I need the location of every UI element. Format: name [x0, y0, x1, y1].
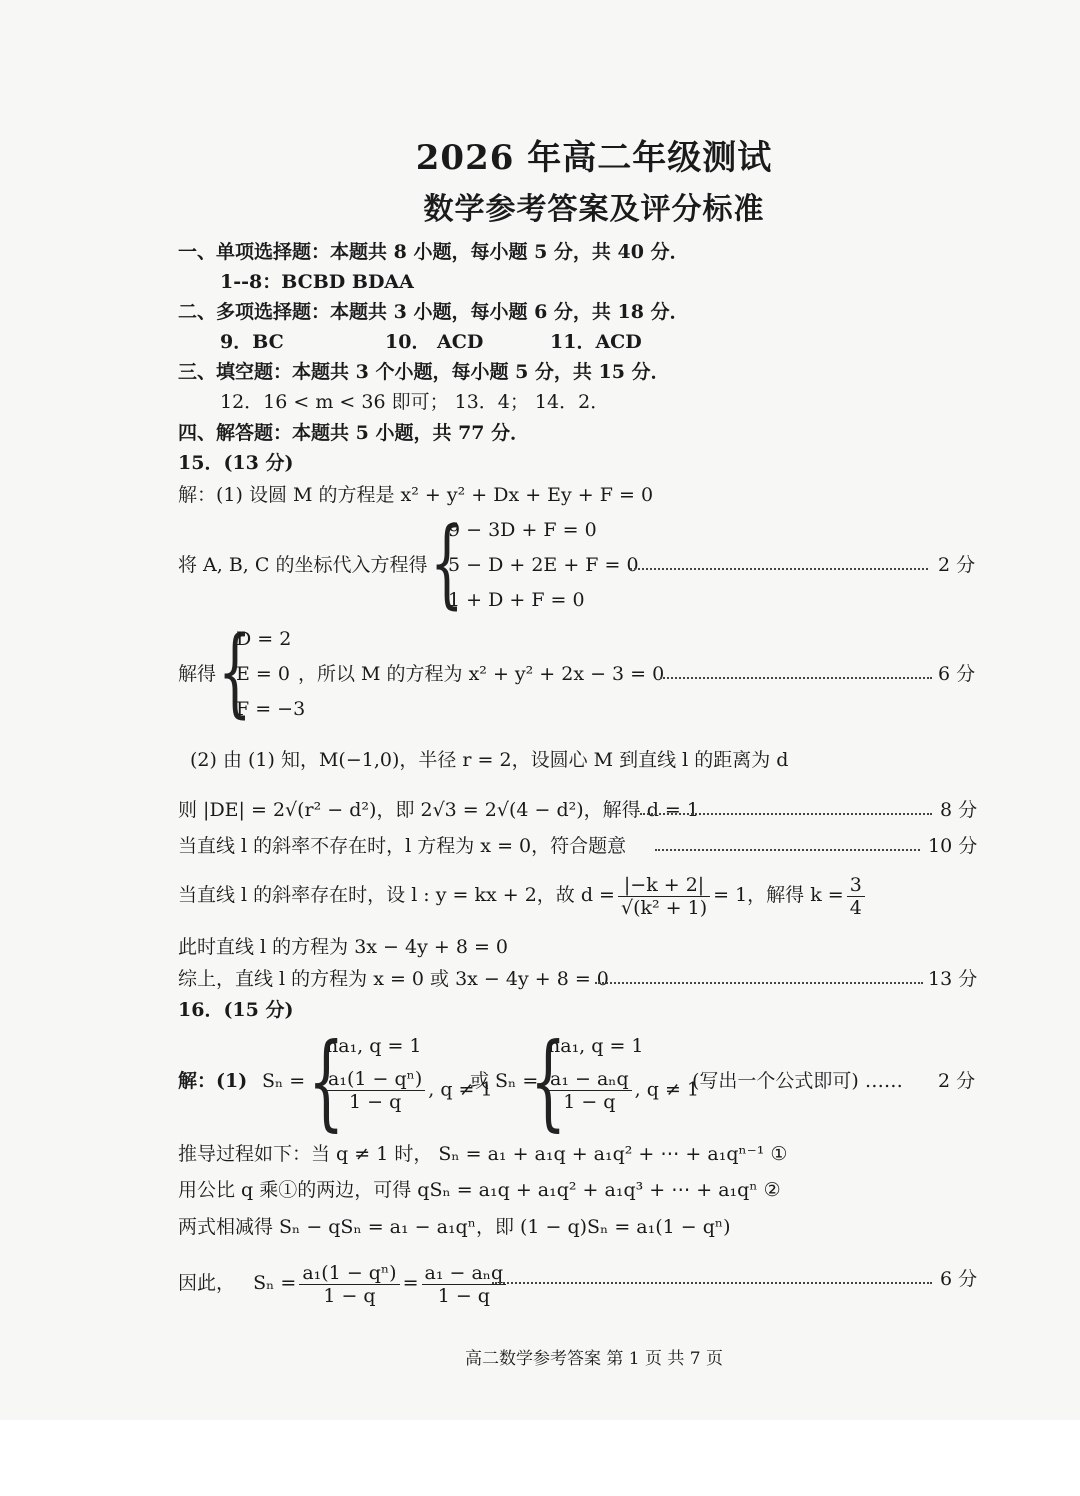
q15-system-brace: { — [430, 507, 464, 619]
dot-leader — [492, 1282, 932, 1284]
q16-final-numerator-2: a₁ − aₙq — [422, 1262, 507, 1285]
page-title: 2026 年高二年级测试 — [415, 138, 773, 178]
q15-score-6: 6 分 — [938, 663, 976, 685]
q16-alt-label: 或 Sₙ = — [470, 1070, 539, 1092]
q16-final-numerator-1: a₁(1 − qⁿ) — [299, 1262, 399, 1285]
q16-note: (写出一个公式即可) …… — [692, 1070, 903, 1092]
q15-distance-denominator: √(k² + 1) — [620, 896, 708, 919]
q15-k-denominator: 4 — [849, 896, 862, 919]
q16-final-denominator-1: 1 − q — [323, 1284, 376, 1307]
part2-heading: 二、多项选择题：本题共 3 小题，每小题 6 分，共 18 分． — [178, 301, 689, 323]
q15-k-fraction — [847, 874, 865, 919]
q15-score-13: 13 分 — [928, 968, 978, 990]
part2-q11: 11．ACD — [550, 331, 642, 353]
part2-q10: 10． ACD — [385, 331, 484, 353]
q16-case2-condition: , q ≠ 1 — [428, 1078, 493, 1101]
q15-chord-length: 则 |DE| = 2√(r² − d²)，即 2√3 = 2√(4 − d²)，解得 d = 1 — [178, 799, 699, 821]
q16-alt-case2-fraction — [547, 1068, 632, 1113]
q16-case2-numerator: a₁(1 − qⁿ) — [325, 1068, 425, 1091]
q15-system-eq3: 1 + D + F = 0 — [448, 589, 585, 611]
q16-alt-case2 — [544, 1068, 699, 1113]
q16-score-2: 2 分 — [938, 1070, 976, 1092]
q15-part2-intro: (2) 由 (1) 知，M(−1,0)，半径 r = 2，设圆心 M 到直线 l 的距离为 d — [190, 749, 789, 771]
q16-final-fraction-2 — [422, 1262, 507, 1307]
q16-final-fraction-1 — [299, 1262, 399, 1307]
q15-distance-numerator: |−k + 2| — [618, 874, 710, 897]
dot-leader — [630, 568, 928, 570]
q15-k-numerator: 3 — [847, 874, 865, 897]
part1-heading: 一、单项选择题：本题共 8 小题，每小题 5 分，共 40 分． — [178, 241, 689, 263]
part1-answers: 1--8：BCBD BDAA — [220, 271, 414, 293]
q15-solution-brace: { — [218, 616, 252, 728]
q15-circle-equation: ，所以 M 的方程为 x² + y² + 2x − 3 = 0 — [298, 663, 665, 685]
q15-slope-prefix: 当直线 l 的斜率存在时，设 l : y = kx + 2，故 d = — [178, 884, 615, 906]
q16-alt-case2-denominator: 1 − q — [563, 1091, 616, 1113]
q15-score-2: 2 分 — [938, 554, 976, 576]
q16-alt-case2-condition: , q ≠ 1 — [634, 1078, 699, 1101]
part3-answers: 12．16 < m < 36 即可； 13．4； 14．2． — [220, 391, 610, 413]
q15-no-slope-case: 当直线 l 的斜率不存在时，l 方程为 x = 0，符合题意 — [178, 835, 627, 857]
q15-line-equation: 此时直线 l 的方程为 3x − 4y + 8 = 0 — [178, 936, 508, 958]
part4-heading: 四、解答题：本题共 5 小题，共 77 分． — [178, 422, 530, 444]
q16-case2-denominator: 1 − q — [349, 1091, 402, 1113]
dot-leader — [640, 813, 932, 815]
q16-case2-fraction — [325, 1068, 425, 1113]
q16-final-equals: = — [402, 1272, 419, 1294]
q16-therefore: 因此， — [178, 1272, 236, 1294]
q16-alt-brace: { — [530, 1020, 567, 1142]
q16-final-formula — [178, 1257, 509, 1313]
part2-q9: 9．BC — [220, 331, 284, 353]
q15-sol-e: E = 0 — [236, 663, 290, 685]
q16-derivation-2: 用公比 q 乘①的两边，可得 qSₙ = a₁q + a₁q² + a₁q³ + ⋯ + a₁qⁿ ② — [178, 1179, 781, 1201]
q15-slope-case — [178, 869, 868, 925]
q16-case2 — [322, 1068, 493, 1113]
q16-alt-case1: na₁, q = 1 — [548, 1035, 644, 1057]
q15-system-eq2: 5 − D + 2E + F = 0 — [448, 554, 639, 576]
q15-summary: 综上，直线 l 的方程为 x = 0 或 3x − 4y + 8 = 0 — [178, 968, 609, 990]
q15-slope-mid: = 1，解得 k = — [713, 884, 844, 906]
bottom-margin — [0, 1420, 1080, 1496]
q15-sol-f: F = −3 — [236, 698, 306, 720]
dot-leader — [660, 677, 932, 679]
q15-sol-d: D = 2 — [236, 628, 292, 650]
q16-derivation-1: 推导过程如下：当 q ≠ 1 时， Sₙ = a₁ + a₁q + a₁q² + ⋯ + a₁qⁿ⁻¹ ① — [178, 1143, 788, 1165]
q15-system-eq1: 9 − 3D + F = 0 — [448, 519, 597, 541]
q15-substitute-label: 将 A, B, C 的坐标代入方程得 — [178, 554, 428, 576]
q15-score-10: 10 分 — [928, 835, 978, 857]
q15-solve-label: 解得 — [178, 663, 217, 685]
q16-alt-case2-numerator: a₁ − aₙq — [547, 1068, 632, 1091]
q16-score-6: 6 分 — [940, 1268, 978, 1290]
q16-sn-label: Sₙ = — [262, 1070, 306, 1092]
q16-case1: na₁, q = 1 — [326, 1035, 422, 1057]
q15-line1: 解：(1) 设圆 M 的方程是 x² + y² + Dx + Ey + F = 0 — [178, 484, 654, 506]
q15-distance-fraction — [618, 874, 710, 919]
dot-leader — [595, 982, 923, 984]
q16-final-sn: Sₙ = — [253, 1272, 297, 1294]
dot-leader — [655, 849, 920, 851]
q16-piecewise-brace: { — [308, 1020, 345, 1142]
q16-solution-label: 解：(1) — [178, 1070, 248, 1092]
page-footer: 高二数学参考答案 第 1 页 共 7 页 — [464, 1349, 724, 1369]
q15-score-8: 8 分 — [940, 799, 978, 821]
q16-heading: 16．(15 分) — [178, 999, 294, 1021]
q16-derivation-3: 两式相减得 Sₙ − qSₙ = a₁ − a₁qⁿ，即 (1 − q)Sₙ = a₁(1 − qⁿ) — [178, 1216, 731, 1238]
q16-final-denominator-2: 1 − q — [437, 1284, 490, 1307]
page-subtitle: 数学参考答案及评分标准 — [423, 192, 765, 227]
part3-heading: 三、填空题：本题共 3 个小题，每小题 5 分，共 15 分． — [178, 361, 670, 383]
q15-heading: 15．(13 分) — [178, 452, 294, 474]
